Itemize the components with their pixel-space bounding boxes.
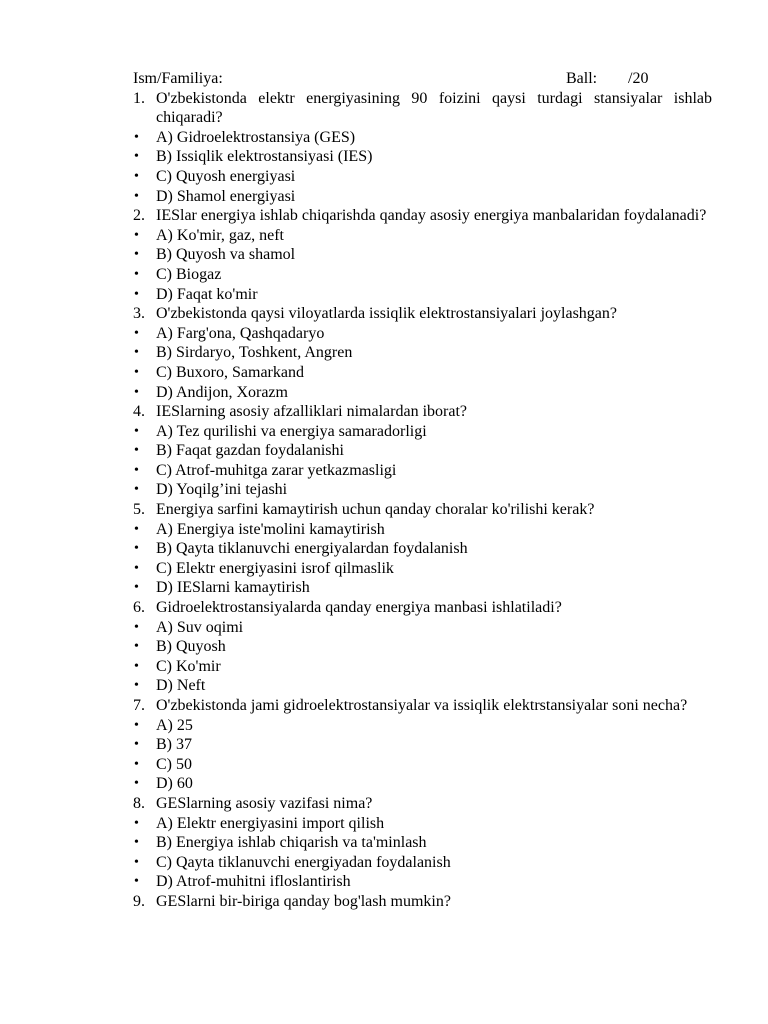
bullet-icon: • [134,776,139,792]
answer-option [133,853,712,873]
option-text: B) Issiqlik elektrostansiyasi (IES) [156,148,373,166]
option-text: C) 50 [156,755,192,773]
bullet-icon: • [134,462,139,478]
bullet-icon: • [134,756,139,772]
question-number: 1. [133,89,145,107]
option-text: C) Quyosh energiyasi [156,167,296,185]
question-number: 4. [133,403,145,421]
question-text: O'zbekistonda elektr energiyasining 90 foizini qaysi turdagi stansiyalar ishlab chiqaradi? [156,89,712,127]
option-text: D) IESlarni kamaytirish [156,579,310,597]
option-text: A) Tez qurilishi va energiya samaradorligi [156,422,427,440]
question-number: 6. [133,599,145,617]
option-text: C) Elektr energiyasini isrof qilmaslik [156,559,394,577]
question-text: GESlarni bir-biriga qanday bog'lash mumkin? [156,892,451,910]
answer-option [133,324,712,344]
worksheet-header [133,69,712,89]
question-number: 2. [133,207,145,225]
answer-option [133,814,712,834]
score-max: /20 [628,70,649,87]
answer-option [133,716,712,736]
option-text: D) Neft [156,677,206,695]
option-text: A) Gidroelektrostansiya (GES) [156,128,356,146]
bullet-icon: • [134,247,139,263]
option-text: D) Atrof-muhitni ifloslantirish [156,873,351,891]
answer-option [133,128,712,148]
answer-option [133,539,712,559]
option-text: B) Quyosh va shamol [156,246,296,264]
bullet-icon: • [134,854,139,870]
option-text: D) Faqat ko'mir [156,285,258,303]
question-item [133,696,712,716]
answer-option [133,363,712,383]
option-text: D) Yoqilg’ini tejashi [156,481,288,499]
bullet-icon: • [134,678,139,694]
answer-option [133,285,712,305]
question-text: IESlar energiya ishlab chiqarishda qanday asosiy energiya manbalaridan foydalanadi? [156,207,707,225]
option-text: B) Faqat gazdan foydalanishi [156,442,344,460]
bullet-icon: • [134,560,139,576]
option-text: A) Elektr energiyasini import qilish [156,814,385,832]
answer-option [133,480,712,500]
question-text: O'zbekistonda qaysi viloyatlarda issiqlik elektrostansiyalari joylashgan? [156,305,617,323]
bullet-icon: • [134,815,139,831]
answer-option [133,637,712,657]
answer-option [133,872,712,892]
bullet-icon: • [134,580,139,596]
option-text: A) 25 [156,716,193,734]
option-text: B) Sirdaryo, Toshkent, Angren [156,344,353,362]
option-text: A) Suv oqimi [156,618,244,636]
bullet-icon: • [134,325,139,341]
answer-option [133,755,712,775]
question-number: 5. [133,501,145,519]
answer-option [133,265,712,285]
answer-option [133,833,712,853]
question-item [133,304,712,324]
name-label: Ism/Familiya: [133,70,223,87]
question-list [133,89,712,912]
question-item [133,794,712,814]
answer-option [133,461,712,481]
bullet-icon: • [134,541,139,557]
question-item [133,402,712,422]
bullet-icon: • [134,639,139,655]
option-text: B) Qayta tiklanuvchi energiyalardan foydalanish [156,540,468,558]
answer-option [133,226,712,246]
option-text: B) Energiya ishlab chiqarish va ta'minlash [156,834,427,852]
bullet-icon: • [134,658,139,674]
option-text: A) Farg'ona, Qashqadaryo [156,324,325,342]
answer-option [133,578,712,598]
option-text: D) 60 [156,775,193,793]
answer-option [133,147,712,167]
question-item [133,89,712,128]
bullet-icon: • [134,835,139,851]
question-item [133,500,712,520]
bullet-icon: • [134,482,139,498]
bullet-icon: • [134,717,139,733]
ball-label: Ball: [566,70,598,87]
answer-option [133,343,712,363]
answer-option [133,520,712,540]
answer-option [133,676,712,696]
question-text: Gidroelektrostansiyalarda qanday energiya manbasi ishlatiladi? [156,599,562,617]
question-item [133,892,712,912]
answer-option [133,735,712,755]
answer-option [133,383,712,403]
option-text: B) 37 [156,736,192,754]
answer-option [133,618,712,638]
question-text: IESlarning asosiy afzalliklari nimalardan iborat? [156,403,467,421]
bullet-icon: • [134,737,139,753]
option-text: B) Quyosh [156,638,226,656]
worksheet-page [133,69,712,912]
bullet-icon: • [134,423,139,439]
answer-option [133,422,712,442]
question-number: 8. [133,794,145,812]
bullet-icon: • [134,129,139,145]
option-text: C) Biogaz [156,265,222,283]
bullet-icon: • [134,364,139,380]
bullet-icon: • [134,168,139,184]
option-text: D) Shamol energiyasi [156,187,296,205]
bullet-icon: • [134,266,139,282]
bullet-icon: • [134,149,139,165]
answer-option [133,245,712,265]
bullet-icon: • [134,443,139,459]
option-text: A) Ko'mir, gaz, neft [156,226,284,244]
answer-option [133,559,712,579]
option-text: C) Atrof-muhitga zarar yetkazmasligi [156,461,397,479]
option-text: A) Energiya iste'molini kamaytirish [156,520,385,538]
option-text: C) Qayta tiklanuvchi energiyadan foydalanish [156,853,451,871]
answer-option [133,774,712,794]
answer-option [133,657,712,677]
option-text: C) Buxoro, Samarkand [156,363,304,381]
bullet-icon: • [134,521,139,537]
bullet-icon: • [134,286,139,302]
answer-option [133,441,712,461]
bullet-icon: • [134,384,139,400]
question-text: O'zbekistonda jami gidroelektrostansiyalar va issiqlik elektrstansiyalar soni necha? [156,697,688,714]
question-number: 9. [133,892,145,910]
bullet-icon: • [134,874,139,890]
question-number: 7. [133,697,145,714]
question-item [133,206,712,226]
question-item [133,598,712,618]
bullet-icon: • [134,619,139,635]
bullet-icon: • [134,227,139,243]
option-text: D) Andijon, Xorazm [156,383,288,401]
option-text: C) Ko'mir [156,657,221,675]
bullet-icon: • [134,345,139,361]
question-text: GESlarning asosiy vazifasi nima? [156,794,373,812]
question-text: Energiya sarfini kamaytirish uchun qanday choralar ko'rilishi kerak? [156,501,595,519]
question-number: 3. [133,305,145,323]
answer-option [133,187,712,207]
bullet-icon: • [134,188,139,204]
answer-option [133,167,712,187]
